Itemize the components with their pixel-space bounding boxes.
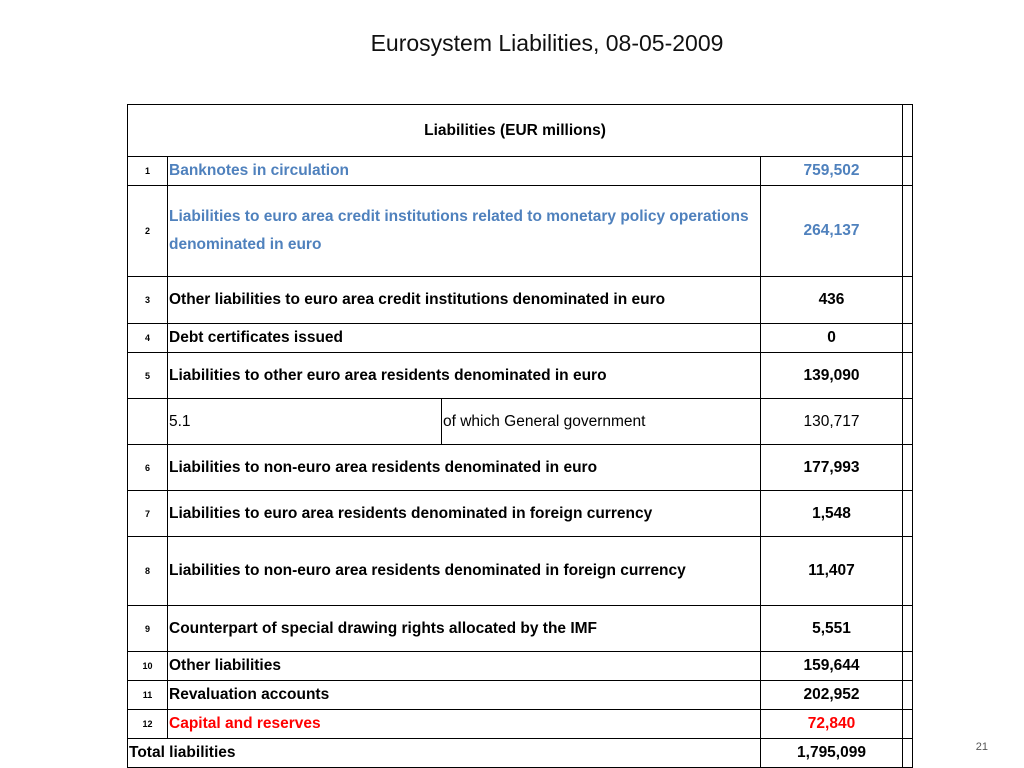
extra-cell: [903, 157, 913, 186]
extra-cell: [903, 324, 913, 353]
row-label: Liabilities to non-euro area residents denominated in euro: [168, 445, 761, 491]
row-value: 0: [761, 324, 903, 353]
extra-cell: [903, 537, 913, 606]
extra-cell: [903, 353, 913, 399]
row-number: 6: [128, 445, 168, 491]
row-number: 2: [128, 186, 168, 277]
table-row: [128, 681, 913, 710]
row-value: 5,551: [761, 606, 903, 652]
table-row: [128, 537, 913, 606]
table-row: [128, 157, 913, 186]
table-header: Liabilities (EUR millions): [128, 105, 903, 157]
row-label: Revaluation accounts: [168, 681, 761, 710]
row-label: of which General government: [442, 399, 761, 445]
row-label: Other liabilities: [168, 652, 761, 681]
row-value: 139,090: [761, 353, 903, 399]
total-row: [128, 739, 913, 768]
extra-cell: [903, 710, 913, 739]
row-value: 159,644: [761, 652, 903, 681]
table-row: [128, 491, 913, 537]
subrow-number: 5.1: [168, 399, 442, 445]
row-value: 202,952: [761, 681, 903, 710]
row-number: 1: [128, 157, 168, 186]
liabilities-table: [127, 104, 913, 768]
table-subrow: [128, 399, 913, 445]
table-row: [128, 710, 913, 739]
row-number: 12: [128, 710, 168, 739]
row-label: Liabilities to non-euro area residents denominated in foreign currency: [168, 537, 761, 606]
row-label: Counterpart of special drawing rights allocated by the IMF: [168, 606, 761, 652]
table-header-row: [128, 105, 913, 157]
table-row: [128, 277, 913, 324]
extra-cell: [903, 277, 913, 324]
row-number: 3: [128, 277, 168, 324]
row-value: 72,840: [761, 710, 903, 739]
row-value: 1,548: [761, 491, 903, 537]
extra-cell: [903, 399, 913, 445]
table-row: [128, 324, 913, 353]
row-label: Debt certificates issued: [168, 324, 761, 353]
total-label: Total liabilities: [128, 739, 761, 768]
extra-cell: [903, 652, 913, 681]
total-value: 1,795,099: [761, 739, 903, 768]
extra-cell: [903, 491, 913, 537]
row-number: 4: [128, 324, 168, 353]
row-label: Liabilities to euro area credit institutions related to monetary policy operations denominated in euro: [168, 186, 761, 277]
row-value: 177,993: [761, 445, 903, 491]
extra-cell: [903, 606, 913, 652]
row-label: Other liabilities to euro area credit institutions denominated in euro: [168, 277, 761, 324]
extra-cell: [903, 186, 913, 277]
row-number: 8: [128, 537, 168, 606]
table-row: [128, 186, 913, 277]
row-value: 264,137: [761, 186, 903, 277]
row-number: 7: [128, 491, 168, 537]
table-row: [128, 445, 913, 491]
extra-cell: [903, 445, 913, 491]
extra-cell: [903, 105, 913, 157]
row-label: Liabilities to other euro area residents denominated in euro: [168, 353, 761, 399]
row-label: Banknotes in circulation: [168, 157, 761, 186]
row-value: 436: [761, 277, 903, 324]
extra-cell: [903, 739, 913, 768]
row-value: 130,717: [761, 399, 903, 445]
row-label: Capital and reserves: [168, 710, 761, 739]
row-value: 759,502: [761, 157, 903, 186]
row-number: 11: [128, 681, 168, 710]
row-number: 5: [128, 353, 168, 399]
table-row: [128, 652, 913, 681]
row-label: Liabilities to euro area residents denominated in foreign currency: [168, 491, 761, 537]
row-value: 11,407: [761, 537, 903, 606]
row-number: 9: [128, 606, 168, 652]
page-number: 21: [975, 741, 988, 753]
row-number: [128, 399, 168, 445]
table-row: [128, 606, 913, 652]
slide-title: Eurosystem Liabilities, 08-05-2009: [370, 30, 724, 56]
table-row: [128, 353, 913, 399]
extra-cell: [903, 681, 913, 710]
row-number: 10: [128, 652, 168, 681]
